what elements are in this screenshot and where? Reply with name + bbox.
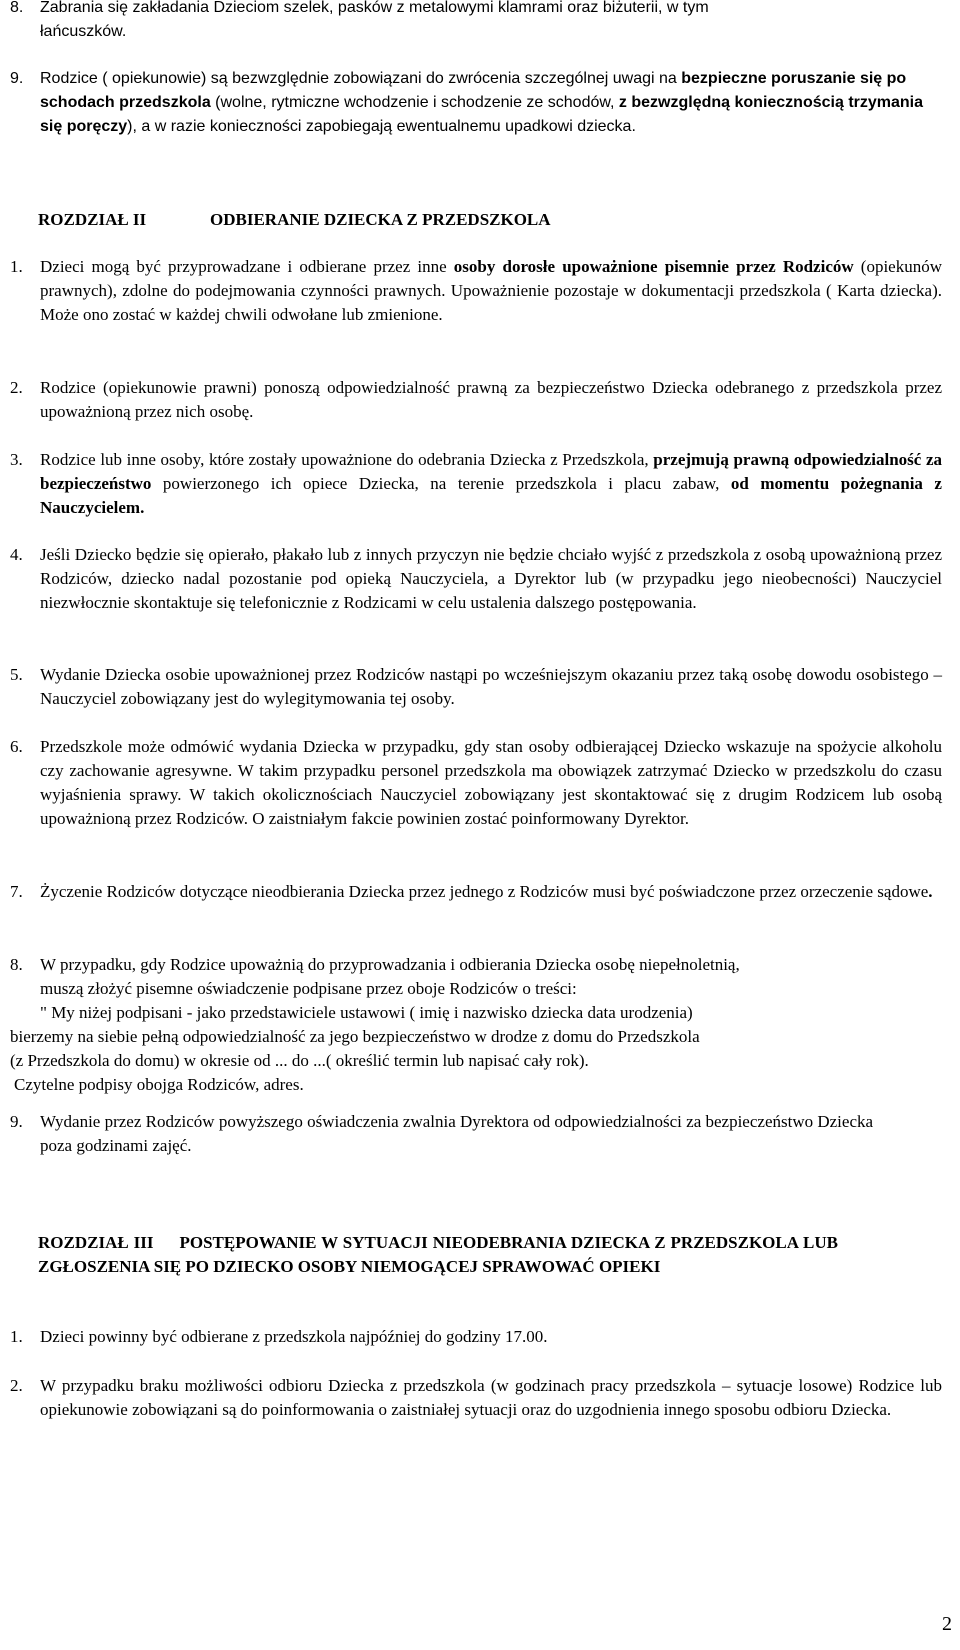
- bold-run: od momentu pożegnania z Nauczycielem.: [40, 474, 942, 517]
- text-run: (wolne, rytmiczne wchodzenie i schodzenie ze schodów,: [210, 94, 619, 111]
- bold-run: bezpieczne poruszanie się po schodach przedszkola: [40, 70, 907, 111]
- list-item-4: [10, 543, 942, 615]
- list-text: [40, 255, 942, 327]
- bold-run: przejmują prawną odpowiedzialność za bezpieczeństwo: [40, 450, 942, 493]
- list-item-6: [10, 735, 942, 831]
- bold-run: .: [928, 882, 933, 901]
- text-line: (z Przedszkola do domu) w okresie od ... do ...( określić termin lub napisać cały rok).: [10, 1051, 589, 1070]
- text-line: Czytelne podpisy obojga Rodziców, adres.: [14, 1075, 304, 1094]
- chapter-label: ROZDZIAŁ II: [38, 210, 147, 229]
- list-number: 1.: [10, 257, 23, 276]
- page-number: 2: [942, 1613, 952, 1635]
- text-run: Życzenie Rodziców dotyczące nieodbierania Dziecka przez jednego z Rodziców musi być poświadczone przez orzeczenie sądowe: [40, 882, 929, 901]
- list-text: [40, 0, 942, 44]
- text-run: Dzieci mogą być przyprowadzane i odbierane przez inne: [40, 257, 454, 276]
- bold-run: osoby dorosłe upoważnione pisemnie przez Rodziców: [453, 257, 854, 276]
- chapter-2-heading: [38, 208, 938, 232]
- text-run: powierzonego ich opiece Dziecka, na terenie przedszkola i placu zabaw,: [151, 474, 731, 493]
- text-line: Zabrania się zakładania Dzieciom szelek, pasków z metalowymi klamrami oraz biżuterii, w tym: [40, 0, 709, 16]
- text-line: " My niżej podpisani - jako przedstawiciele ustawowi ( imię i nazwisko dziecka data urodzenia): [40, 1003, 693, 1022]
- list-number: 2.: [10, 1376, 23, 1395]
- chapter-title: POSTĘPOWANIE W SYTUACJI NIEODEBRANIA DZIECKA Z PRZEDSZKOLA LUB ZGŁOSZENIA SIĘ PO DZIECKO OSOBY NIEMOGĄCEJ SPRAWOWAĆ OPIEKI: [38, 1233, 838, 1276]
- text-line: W przypadku, gdy Rodzice upoważnią do przyprowadzania i odbierania Dziecka osobę niepełnoletnią,: [40, 955, 740, 974]
- list-item-8: [10, 0, 942, 44]
- list-text: Jeśli Dziecko będzie się opierało, płakało lub z innych przyczyn nie będzie chciało wyjść z przedszkola z osobą upoważnioną przez Rodziców, dziecko nadal pozostanie pod opieką Nauczyciela, a Dyrektor lub (w przypadku jego nieobecności) Nauczyciel niezwłocznie skontaktuje się telefonicznie z Rodzicami w celu ustalenia dalszego postępowania.: [40, 545, 942, 612]
- list-number: 1.: [10, 1327, 23, 1346]
- list-number: 5.: [10, 665, 23, 684]
- list-item-5: [10, 663, 942, 711]
- list-number: 2.: [10, 378, 23, 397]
- list-number: 3.: [10, 450, 23, 469]
- list-number: 6.: [10, 737, 23, 756]
- text-run: (opiekunów prawnych), zdolne do podejmowania czynności prawnych. Upoważnienie pozostaje w dokumentacji przedszkola ( Karta dziecka). Może ono zostać w każdej chwili odwołane lub zmienione.: [40, 257, 942, 324]
- chapter-3-heading: [38, 1231, 838, 1279]
- text-run: ), a w razie konieczności zapobiegają ewentualnemu upadkowi dziecka.: [127, 118, 636, 135]
- text-line: bierzemy na siebie pełną odpowiedzialność za jego bezpieczeństwo w drodze z domu do Przedszkola: [10, 1027, 700, 1046]
- bold-run: z bezwzględną koniecznością trzymania się poręczy: [40, 94, 924, 135]
- list-item-7: [10, 880, 942, 904]
- text-line: muszą złożyć pisemne oświadczenie podpisane przez oboje Rodziców o treści:: [40, 979, 577, 998]
- list-item-3: [10, 448, 942, 520]
- list-text: [40, 67, 942, 139]
- list-item-9: [10, 1110, 942, 1158]
- list-number: 7.: [10, 882, 23, 901]
- list-text: Dzieci powinny być odbierane z przedszkola najpóźniej do godziny 17.00.: [40, 1327, 548, 1346]
- list-text: Rodzice (opiekunowie prawni) ponoszą odpowiedzialność prawną za bezpieczeństwo Dziecka odebranego z przedszkola przez upoważnioną przez nich osobę.: [40, 378, 942, 421]
- list-number: 8.: [10, 955, 23, 974]
- text-run: Rodzice ( opiekunowie) są bezwzględnie zobowiązani do zwrócenia szczególnej uwagi na: [40, 70, 682, 87]
- list-text: W przypadku braku możliwości odbioru Dziecka z przedszkola (w godzinach pracy przedszkola – sytuacje losowe) Rodzice lub opiekunowie zobowiązani są do poinformowania o zaistniałej sytuacji oraz do uzgodnienia innego sposobu odbioru Dziecka.: [40, 1376, 942, 1419]
- text-line: łańcuszków.: [40, 23, 127, 40]
- list-item-1: [10, 1325, 942, 1349]
- chapter-title: ODBIERANIE DZIECKA Z PRZEDSZKOLA: [210, 210, 551, 229]
- list-text: [40, 953, 942, 1025]
- list-text: Wydanie przez Rodziców powyższego oświadczenia zwalnia Dyrektora od odpowiedzialności za bezpieczeństwo Dziecka poza godzinami zajęć.: [40, 1112, 874, 1155]
- list-text: Wydanie Dziecka osobie upoważnionej przez Rodziców nastąpi po wcześniejszym okazaniu przez taką osobę dowodu osobistego – Nauczyciel zobowiązany jest do wylegitymowania tej osoby.: [40, 665, 942, 708]
- list-number: 9.: [10, 70, 24, 87]
- list-number: 4.: [10, 545, 23, 564]
- statement-continuation: [10, 1025, 942, 1097]
- list-item-9: [10, 67, 942, 139]
- list-item-2: [10, 376, 942, 424]
- list-number: 8.: [10, 0, 24, 16]
- list-text: [40, 880, 942, 904]
- list-number: 9.: [10, 1112, 23, 1131]
- list-item-2: [10, 1374, 942, 1422]
- list-text: [40, 448, 942, 520]
- list-item-8: [10, 953, 942, 1025]
- list-text: Przedszkole może odmówić wydania Dziecka w przypadku, gdy stan osoby odbierającej Dziecko wskazuje na spożycie alkoholu czy zachowanie agresywne. W takim przypadku personel przedszkola ma obowiązek zatrzymać Dziecko w przedszkolu do czasu wyjaśnienia sprawy. W takich okolicznościach Nauczyciel zobowiązany jest skontaktować się z drugim Rodzicem lub osobą upoważnioną przez Rodziców. O zaistniałym fakcie powinien zostać poinformowany Dyrektor.: [40, 737, 942, 828]
- text-run: Rodzice lub inne osoby, które zostały upoważnione do odebrania Dziecka z Przedszkola,: [40, 450, 654, 469]
- chapter-label: ROZDZIAŁ III: [38, 1233, 154, 1252]
- list-item-1: [10, 255, 942, 327]
